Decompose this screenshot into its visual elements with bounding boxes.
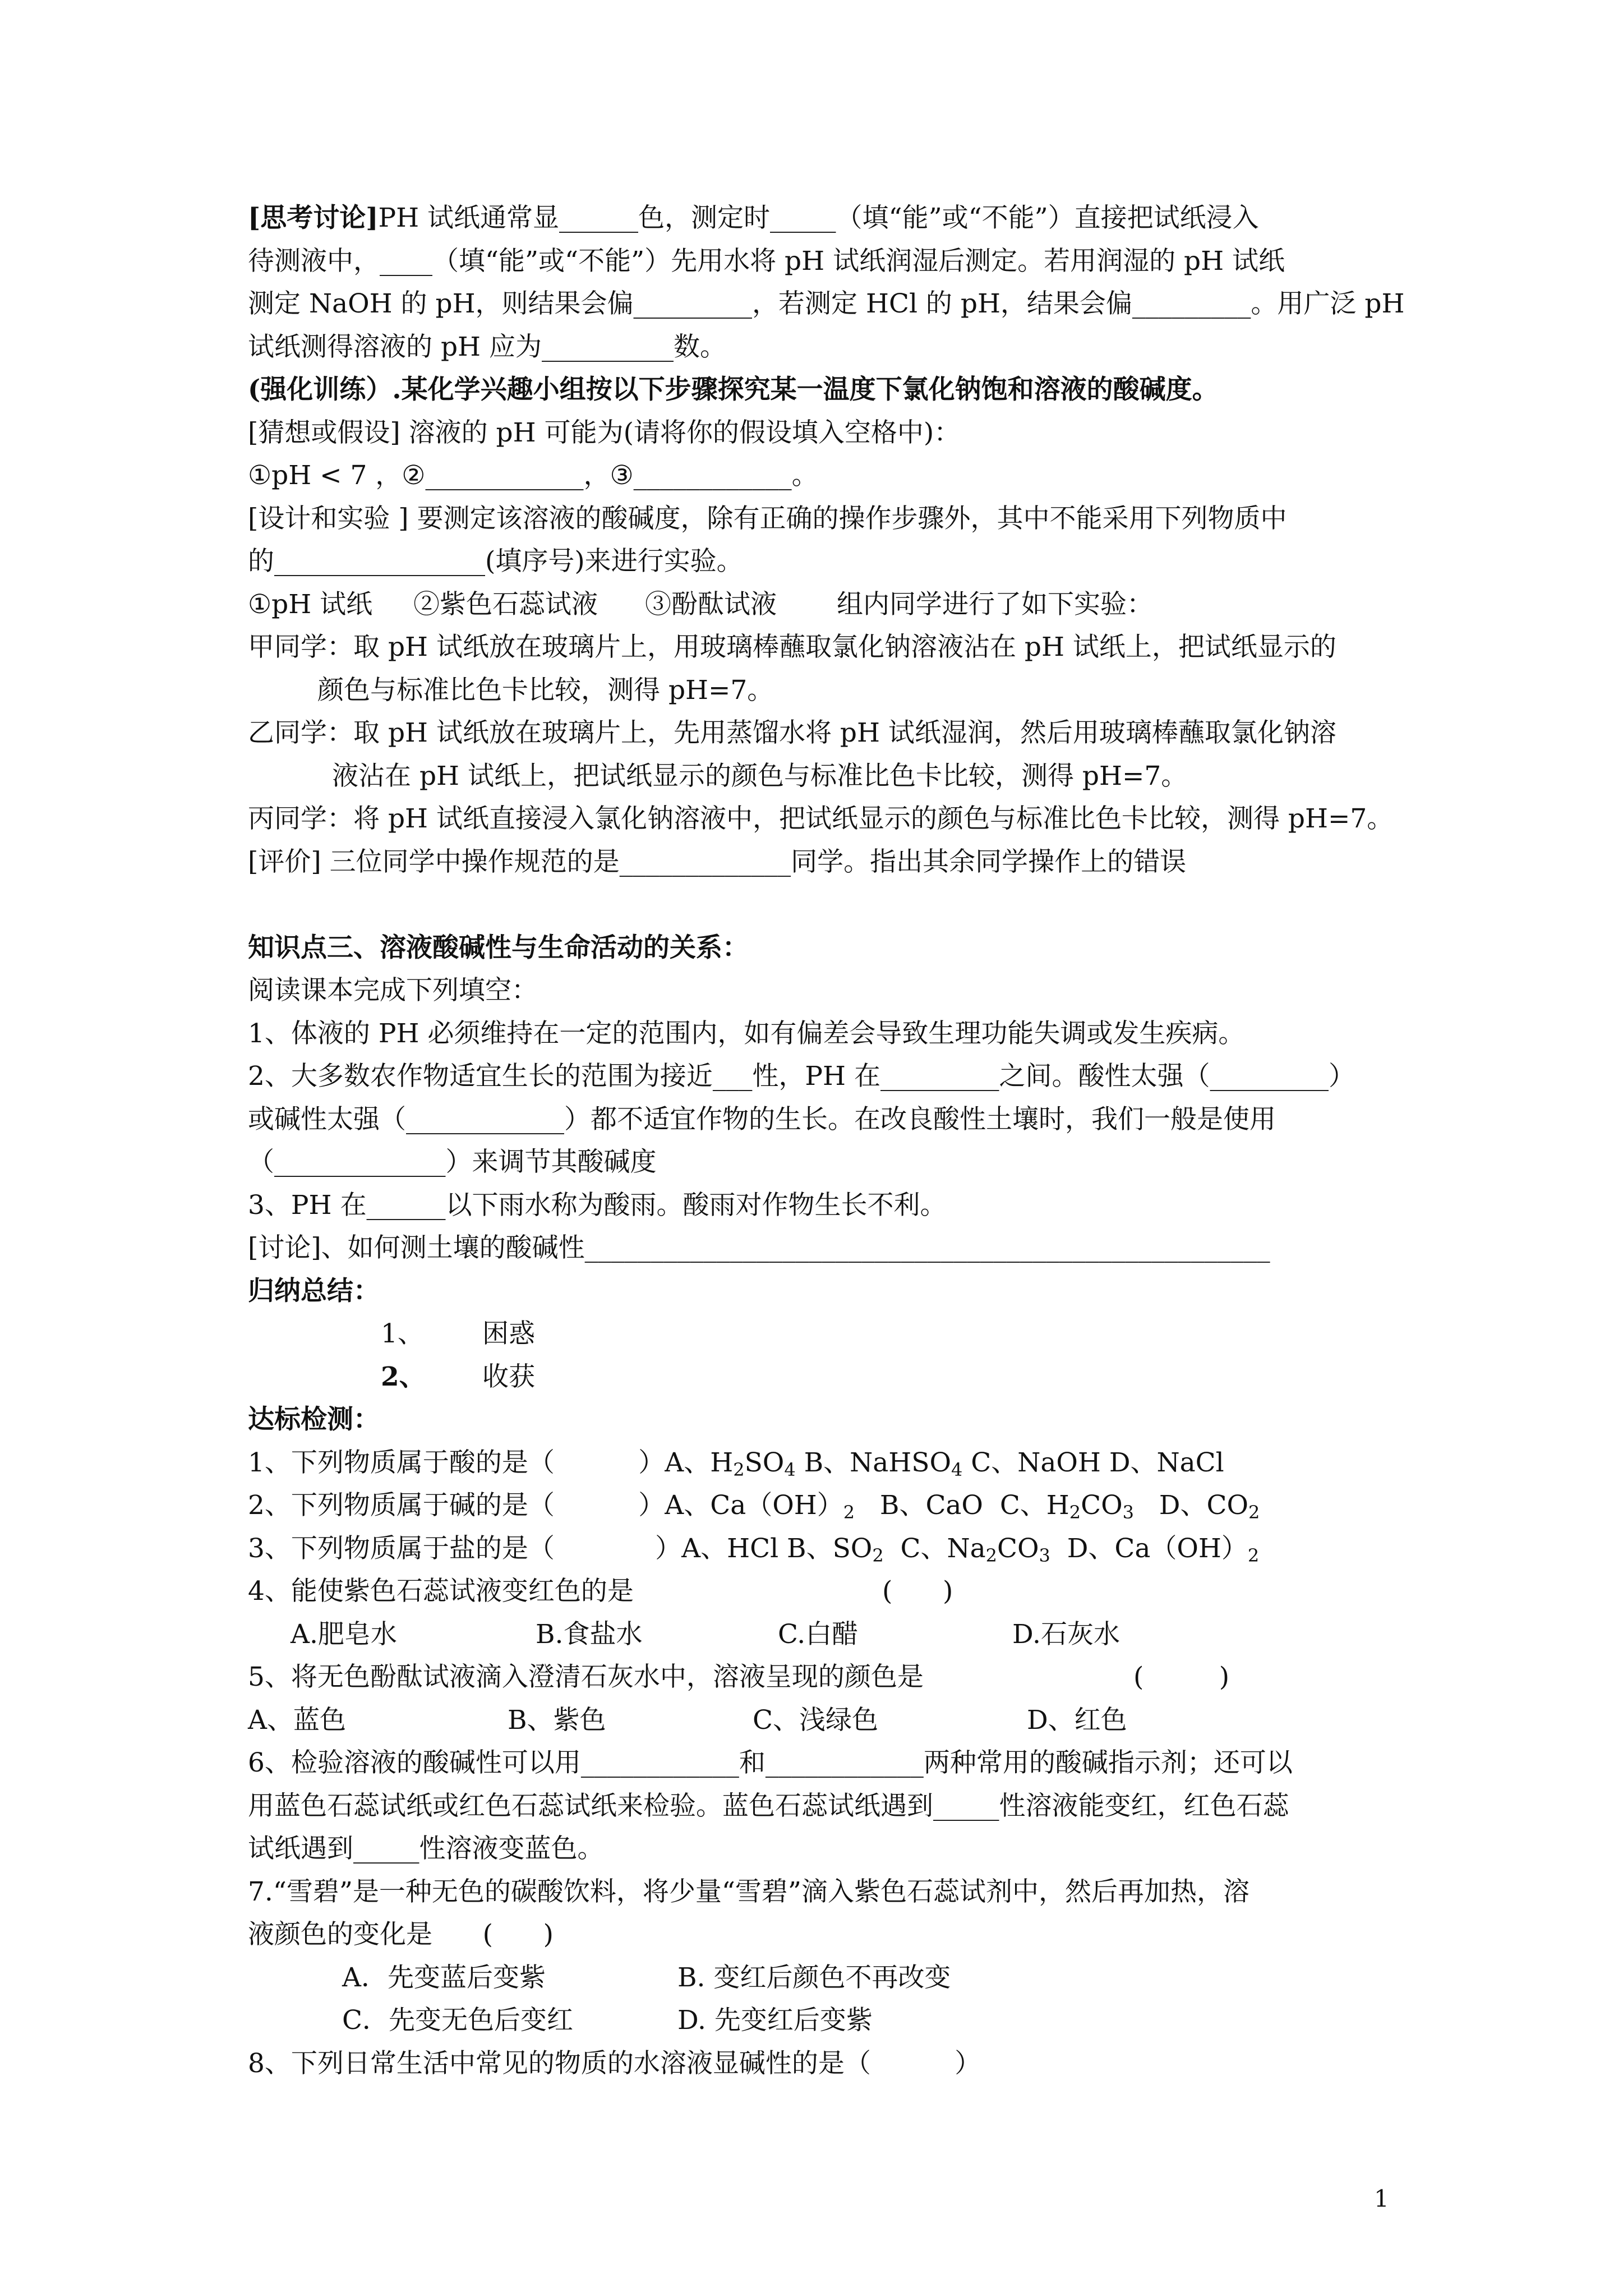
q1-text: SO <box>744 1447 785 1478</box>
q1-text: C、NaOH D、NaCl <box>962 1447 1224 1478</box>
hypothesis-options-line: ①pH < 7 ，②____________，③____________。 <box>248 460 818 491</box>
summary-item-text: 困惑 <box>482 1318 535 1349</box>
q4-answer-paren: ( ) <box>882 1576 953 1607</box>
knowledge3-item-3: 3、PH 在______以下雨水称为酸雨。酸雨对作物生长不利。 <box>248 1189 947 1221</box>
q7-option-b: B. 变红后颜色不再改变 <box>677 1962 951 1993</box>
experiment-intro: 组内同学进行了如下实验： <box>837 588 1153 620</box>
q1-text: B、NaHSO <box>795 1447 951 1478</box>
q2-subscript: 2 <box>1248 1501 1260 1523</box>
q5-option-d: D、红色 <box>1027 1704 1127 1736</box>
q1-subscript: 4 <box>951 1458 963 1480</box>
summary-title: 归纳总结： <box>248 1275 380 1306</box>
q2-text: B、CaO C、H <box>855 1490 1069 1521</box>
q3-subscript: 2 <box>1247 1544 1260 1566</box>
summary-item-1 <box>248 1313 1414 1356</box>
knowledge3-item-2-line-3: （_____________）来调节其酸碱度 <box>248 1147 657 1177</box>
q2-text: 2、下列物质属于碱的是（ ）A、Ca（OH） <box>248 1490 843 1521</box>
question-1 <box>248 1442 1414 1485</box>
question-7-line-2: 液颜色的变化是 ( ) <box>248 1919 554 1950</box>
page-number: 1 <box>1374 2185 1389 2212</box>
q3-subscript: 2 <box>985 1544 997 1566</box>
q5-options <box>248 1699 1414 1742</box>
q4-option-d: D.石灰水 <box>1012 1618 1120 1650</box>
q4-stem: 4、能使紫色石蕊试液变红色的是 <box>248 1576 634 1607</box>
question-6-line-1: 6、检验溶液的酸碱性可以用____________和____________两种常用的酸碱指示剂；还可以 <box>248 1747 1293 1778</box>
student-a-line-1: 甲同学：取 pH 试纸放在玻璃片上，用玻璃棒蘸取氯化钠溶液沾在 pH 试纸上，把试纸显示的 <box>248 632 1336 662</box>
q5-option-c: C、浅绿色 <box>753 1704 878 1736</box>
think-line-4: 试纸测得溶液的 pH 应为__________数。 <box>248 331 726 362</box>
q7-option-d: D. 先变红后变紫 <box>677 2005 873 2036</box>
q3-text: D、Ca（OH） <box>1050 1533 1248 1564</box>
spacer <box>248 884 1414 927</box>
q7-options-row-1 <box>248 1957 1414 2000</box>
think-line-3: 测定 NaOH 的 pH，则结果会偏_________，若测定 HCl 的 pH，结果会偏_________。用广泛 pH <box>248 288 1405 319</box>
question-6-line-3: 试纸遇到_____性溶液变蓝色。 <box>248 1833 604 1864</box>
think-label: [思考讨论] <box>248 203 379 233</box>
summary-item-text: 收获 <box>482 1361 535 1392</box>
knowledge3-item-2-line-1: 2、大多数农作物适宜生长的范围为接近___性，PH 在_________之间。酸性太强（_________） <box>248 1061 1355 1092</box>
student-b-line-1: 乙同学：取 pH 试纸放在玻璃片上，先用蒸馏水将 pH 试纸湿润，然后用玻璃棒蘸取氯化钠溶 <box>248 717 1336 748</box>
q1-text: 1、下列物质属于酸的是（ ）A、H <box>248 1447 734 1478</box>
think-text-1: PH 试纸通常显______色，测定时_____（填“能”或“不能”）直接把试纸浸入 <box>378 203 1259 233</box>
question-3 <box>248 1527 1414 1571</box>
reagent-ph-paper: ①pH 试纸 <box>248 588 373 620</box>
test-title: 达标检测： <box>248 1404 380 1435</box>
q1-subscript: 2 <box>733 1458 745 1480</box>
evaluation-line: [评价] 三位同学中操作规范的是_____________同学。指出其余同学操作上的错误 <box>248 846 1187 877</box>
q3-subscript: 2 <box>872 1544 884 1566</box>
q3-text: C、Na <box>883 1533 986 1564</box>
q3-text: 3、下列物质属于盐的是（ ）A、HCl B、SO <box>248 1533 873 1564</box>
question-4 <box>248 1570 1414 1613</box>
q2-text: D、CO <box>1133 1490 1248 1521</box>
summary-item-number: 2、 <box>381 1361 426 1392</box>
q1-subscript: 4 <box>784 1458 796 1480</box>
hypothesis-line: [猜想或假设] 溶液的 pH 可能为(请将你的假设填入空格中)： <box>248 417 961 448</box>
knowledge3-item-1: 1、体液的 PH 必须维持在一定的范围内，如有偏差会导致生理功能失调或发生疾病。 <box>248 1018 1245 1049</box>
summary-item-number: 1、 <box>381 1318 424 1349</box>
q5-option-b: B、紫色 <box>508 1704 606 1736</box>
summary-item-2 <box>248 1356 1414 1399</box>
q4-options <box>248 1613 1414 1657</box>
design-line-1: [设计和实验 ] 要测定该溶液的酸碱度，除有正确的操作步骤外，其中不能采用下列物质中 <box>248 503 1287 534</box>
q7-option-a: A．先变蓝后变紫 <box>342 1962 546 1993</box>
knowledge3-instruction: 阅读课本完成下列填空： <box>248 975 538 1006</box>
q4-option-b: B.食盐水 <box>536 1618 643 1650</box>
q5-stem: 5、将无色酚酞试液滴入澄清石灰水中，溶液呈现的颜色是 <box>248 1662 924 1692</box>
think-line-2: 待测液中，____（填“能”或“不能”）先用水将 pH 试纸润湿后测定。若用润湿的 pH 试纸 <box>248 245 1285 277</box>
q5-option-a: A、蓝色 <box>248 1704 346 1736</box>
knowledge3-title: 知识点三、溶液酸碱性与生命活动的关系： <box>248 932 749 963</box>
student-c-line: 丙同学：将 pH 试纸直接浸入氯化钠溶液中，把试纸显示的颜色与标准比色卡比较，测得 pH=7。 <box>248 803 1394 834</box>
q7-options-row-2 <box>248 1999 1414 2042</box>
q3-subscript: 3 <box>1039 1544 1050 1566</box>
reagents-line <box>248 583 1414 627</box>
knowledge3-item-2-line-2: 或碱性太强（____________）都不适宜作物的生长。在改良酸性土壤时，我们一般是使用 <box>248 1103 1276 1135</box>
q2-text: CO <box>1081 1490 1123 1521</box>
training-intro: .某化学兴趣小组按以下步骤探究某一温度下氯化钠饱和溶液的酸碱度。 <box>392 374 1219 405</box>
question-7-line-1: 7.“雪碧”是一种无色的碳酸饮料，将少量“雪碧”滴入紫色石蕊试剂中，然后再加热，溶 <box>248 1876 1249 1907</box>
design-line-2: 的________________(填序号)来进行实验。 <box>248 546 743 577</box>
reagent-phenolphthalein: ③酚酞试液 <box>645 588 777 620</box>
question-6-line-2: 用蓝色石蕊试纸或红色石蕊试纸来检验。蓝色石蕊试纸遇到_____性溶液能变红，红色石蕊 <box>248 1790 1289 1821</box>
student-b-line-2: 液沾在 pH 试纸上，把试纸显示的颜色与标准比色卡比较，测得 pH=7。 <box>332 760 1188 792</box>
reagent-litmus: ②紫色石蕊试液 <box>413 588 598 620</box>
q4-option-c: C.白醋 <box>778 1618 859 1650</box>
q3-text: CO <box>997 1533 1039 1564</box>
think-line-1 <box>248 197 1414 240</box>
student-a-line-2: 颜色与标准比色卡比较，测得 pH=7。 <box>317 674 774 706</box>
worksheet-body <box>248 197 1414 2085</box>
q4-option-a: A.肥皂水 <box>291 1618 397 1650</box>
q2-subscript: 3 <box>1122 1501 1134 1523</box>
training-label: (强化训练） <box>248 374 393 405</box>
q2-subscript: 2 <box>843 1501 855 1523</box>
q5-answer-paren: ( ) <box>1133 1662 1230 1692</box>
q7-option-c: C．先变无色后变红 <box>342 2005 573 2036</box>
question-2 <box>248 1484 1414 1527</box>
discussion-line: [讨论]、如何测土壤的酸碱性____________________________________________________ <box>248 1232 1270 1263</box>
q2-subscript: 2 <box>1069 1501 1081 1523</box>
question-8: 8、下列日常生活中常见的物质的水溶液显碱性的是（ ） <box>248 2047 981 2079</box>
question-5 <box>248 1656 1414 1699</box>
training-intro-line <box>248 369 1414 412</box>
